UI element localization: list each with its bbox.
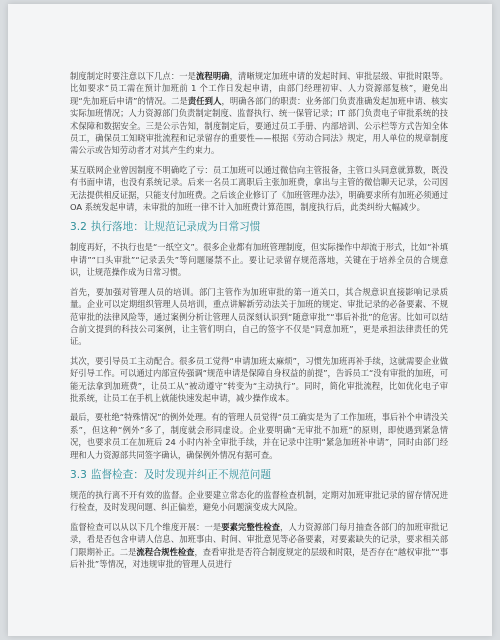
bold-term: 要素完整性检查 (221, 521, 281, 532)
text-run: 制度制定时要注意以下几点：一是 (70, 71, 197, 81)
section-number: 3.2 (70, 221, 87, 234)
document-body (70, 70, 448, 577)
document-page (8, 4, 492, 636)
text-run: 监督检查可以从以下几个维度开展：一是 (70, 521, 222, 532)
paragraph (70, 489, 448, 514)
bold-term: 责任到人 (187, 95, 222, 106)
section-heading-3-3 (70, 468, 448, 482)
text-run: 制度再好，不执行也是“一纸空文”。很多企业都有加班管理制度，但实际操作中却流于形式，比如“补填申请”“口头审批”“记录丢失”等问题屡禁不止。要让记录留存规范落地，关键在于培养全员的合规意识，让规范操作成为日常习惯。 (70, 242, 448, 278)
section-paragraphs-a (70, 70, 448, 213)
section-heading-3-2 (70, 220, 448, 234)
paragraph (70, 286, 448, 348)
paragraph (70, 241, 448, 278)
text-run: 其次，要引导员工主动配合。很多员工觉得“申请加班太麻烦”，习惯先加班再补手续，这就需要企业做好引导工作。可以通过内部宣传强调“规范申请是保障自身权益的前提”，告诉员工“没有审批的加班，可能无法拿到加班费”，让员工从“被动遵守”转变为“主动执行”。同时，简化审批流程，比如优化电子审批系统，让员工在手机上就能快速发起申请，减少操作成本。 (70, 355, 448, 403)
paragraph (70, 521, 448, 571)
paragraph (70, 411, 448, 461)
section-number: 3.3 (70, 468, 87, 481)
text-run: ，查看审批是否符合制度规定的层级和时限，是否存在“越权审批”“事后补批”等情况，对违规审批的管理人员进行 (70, 546, 448, 569)
text-run: 最后，要杜绝“特殊情况”的例外处理。有的管理人员觉得“员工确实是为了工作加班，事后补个申请没关系”，但这种“例外”多了，制度就会形同虚设。企业要明确“无审批不加班”的原则，即使遇到紧急情况，也要求员工在加班后 24 小时内补全审批手续，并在记录中注明“紧急加班补申请”，同时由部门经理和人力资源部共同签字确认，确保例外情况有据可查。 (70, 412, 448, 460)
bold-term: 流程合规性检查 (136, 546, 195, 557)
text-run: ，明确各部门的职责：业务部门负责准确发起加班申请、核实实际加班情况；人力资源部门负责制定制度、监督执行、统一保管记录；IT 部门负责电子审批系统的技术保障和数据安全。三是公示告知，制度制定后，要通过员工手册、内部培训、公示栏等方式告知全体员工，确保员工知晓审批流程和记录留存的重要性——根据《劳动合同法》规定，用人单位的规章制度需公示或告知劳动者才对其产生约束力。 (70, 95, 448, 156)
paragraph (70, 164, 448, 214)
text-run: ，清晰规定加班申请的发起时间、审批层级、审批时限等。比如要求“员工需在预计加班前 1 个工作日发起申请，由部门经理初审、人力资源部复核”，避免出现“先加班后申请”的情况。二是 (70, 71, 448, 106)
section-title: 执行落地：让规范记录成为日常习惯 (90, 221, 261, 234)
paragraph (70, 355, 448, 405)
section-title: 监督检查：及时发现并纠正不规范问题 (90, 468, 271, 481)
section-paragraphs-b (70, 241, 448, 461)
text-run: 首先，要加强对管理人员的培训。部门主管作为加班审批的第一道关口，其合规意识直接影响记录质量。企业可以定期组织管理人员培训，重点讲解新劳动法关于加班的规定、审批记录的必备要素、不规范审批的法律风险等，通过案例分析让管理人员深刻认识到“随意审批”“事后补批”的危害。比如可以结合前文提到的科技公司案例，让主管们明白，自己的签字不仅是“同意加班”，更是承担法律责任的凭证。 (70, 286, 448, 347)
section-paragraphs-c (70, 489, 448, 570)
text-run: ，人力资源部门每月抽查各部门的加班审批记录，看是否包含申请人信息、加班事由、时间、审批意见等必备要素，对要素缺失的记录，要求相关部门限期补正。二是 (70, 521, 448, 557)
bold-term: 流程明确 (196, 71, 230, 81)
text-run: 规范的执行离不开有效的监督。企业要建立常态化的监督检查机制，定期对加班审批记录的留存情况进行检查，及时发现问题、纠正偏差，避免小问题演变成大风险。 (70, 489, 448, 513)
paragraph (70, 70, 448, 157)
text-run: 某互联网企业曾因制度不明确吃了亏：员工加班可以通过微信向主管报备，主管口头同意就算数，既没有书面申请，也没有系统记录。后来一名员工离职后主张加班费，拿出与主管的微信聊天记录，公司因无法提供相反证据，只能支付加班费。之后该企业修订了《加班管理办法》，明确要求所有加班必须通过 OA 系统发起申请，未审批的加班一律不计入加班费计算范围，制度执行后，此类纠纷大幅减少。 (70, 164, 448, 213)
